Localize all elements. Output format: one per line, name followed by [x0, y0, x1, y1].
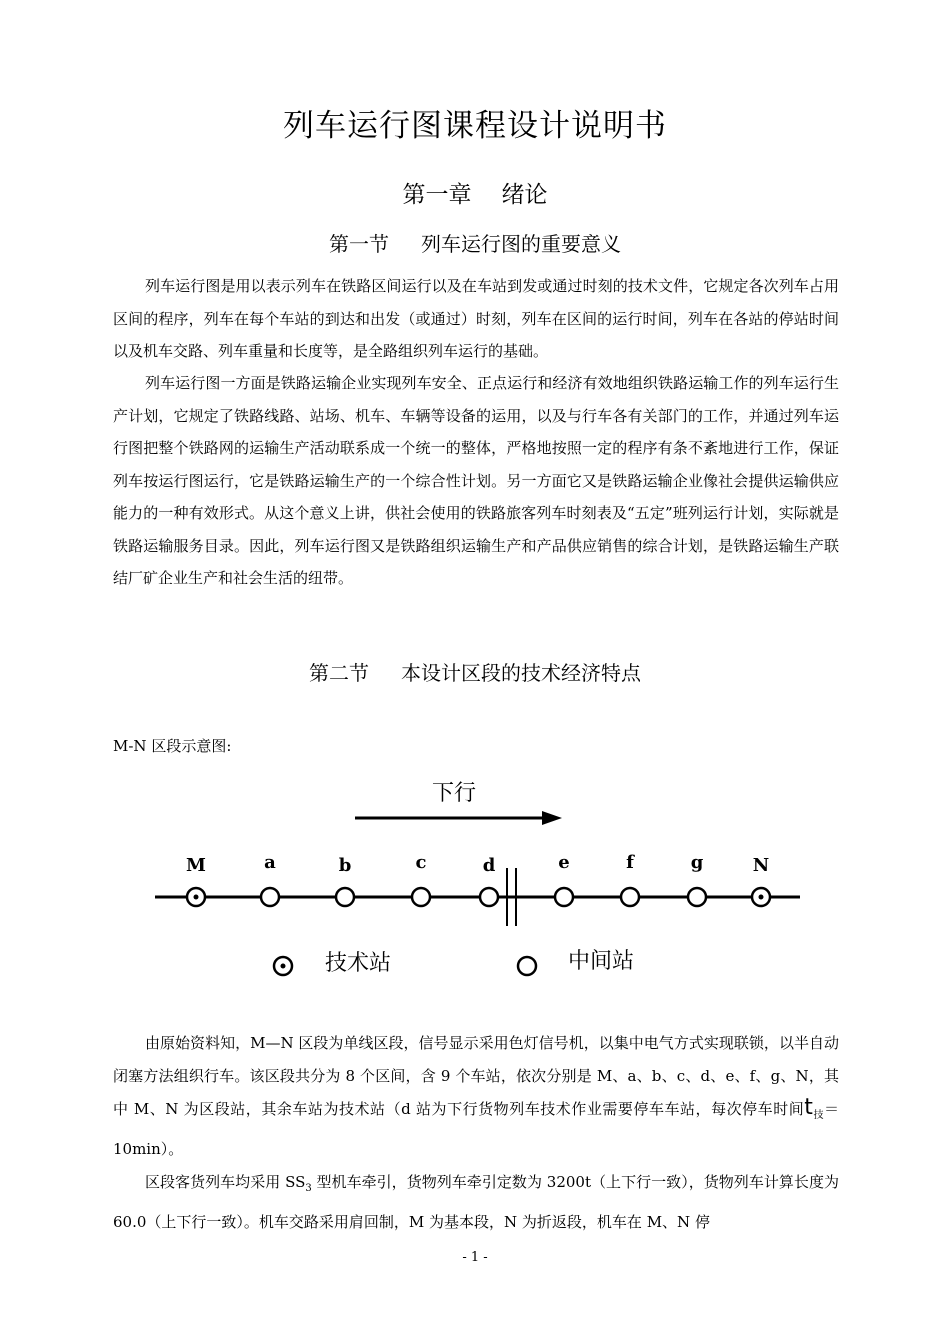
paragraph-text: 由原始资料知，M—N 区段为单线区段，信号显示采用色灯信号机，以集中电气方式实现联锁，以半自动闭塞方法组织行车。该区段共分为 8 个区间，含 9 个车站，依次分别是 M、a、b、c、d、e、f、g、N，其中 M、N 为区段站，其余车站为技术站（d 站为下行货物列车技术作业需要停车车站，每次停车时间: [113, 1034, 839, 1118]
station-N-dot: [759, 895, 764, 900]
station-g-marker: [688, 888, 706, 906]
station-f-label: f: [626, 852, 634, 873]
station-g-label: g: [690, 852, 704, 873]
station-a-marker: [261, 888, 279, 906]
section-number: 第一节: [329, 232, 389, 256]
paragraph: [113, 1166, 839, 1238]
station-b-marker: [336, 888, 354, 906]
legend-technical: [274, 951, 391, 976]
time-variable: t: [804, 1095, 813, 1120]
section-heading-1: [0, 228, 950, 257]
legend-intermediate: [518, 949, 634, 975]
station-d-label: d: [482, 855, 496, 876]
time-variable-subscript: 技: [812, 1110, 824, 1121]
section-name: 本设计区段的技术经济特点: [401, 661, 641, 685]
paragraph: [113, 1027, 839, 1165]
station-M-dot: [194, 895, 199, 900]
section-name: 列车运行图的重要意义: [421, 232, 621, 256]
station-b-label: b: [338, 855, 352, 876]
paragraph-text-rest: 型机车牵引，货物列车牵引定数为 3200t（上下行一致），货物列车计算长度为 60.0（上下行一致）。机车交路采用肩回制，M 为基本段，N 为折返段，机车在 M、N 停: [113, 1173, 839, 1231]
paragraph: 列车运行图一方面是铁路运输企业实现列车安全、正点运行和经济有效地组织铁路运输工作的列车运行生产计划，它规定了铁路线路、站场、机车、车辆等设备的运用，以及与行车各有关部门的工作，并通过列车运行图把整个铁路网的运输生产活动联系成一个统一的整体，严格地按照一定的程序有条不紊地进行工作，保证列车按运行图运行，它是铁路运输生产的一个综合性计划。另一方面它又是铁路运输企业像社会提供运输供应能力的一种有效形式。从这个意义上讲，供社会使用的铁路旅客列车时刻表及“五定”班列运行计划，实际就是铁路运输服务目录。因此，列车运行图又是铁路组织运输生产和产品供应销售的综合计划，是铁路运输生产联结厂矿企业生产和社会生活的纽带。: [113, 374, 839, 587]
document-title: 列车运行图课程设计说明书: [283, 108, 667, 144]
paragraph-text: 区段客货列车均采用 SS: [145, 1173, 306, 1191]
legend-intermediate-label: 中间站: [568, 949, 635, 974]
direction-arrow-head: [542, 811, 562, 825]
station-c-marker: [412, 888, 430, 906]
time-value: ＝10min: [113, 1100, 839, 1158]
technical-station-icon-dot: [281, 964, 286, 969]
diagram-caption: M-N 区段示意图:: [113, 737, 232, 755]
station-e-label: e: [558, 852, 570, 873]
chapter-heading: [0, 176, 950, 209]
legend-technical-label: 技术站: [325, 951, 392, 976]
station-c-label: c: [415, 852, 427, 873]
direction-label: 下行: [431, 781, 477, 806]
station-e-marker: [555, 888, 573, 906]
station-N-label: N: [752, 855, 770, 876]
station-M-label: M: [186, 855, 206, 876]
intermediate-station-icon: [518, 957, 536, 975]
chapter-number: 第一章: [402, 182, 472, 208]
station-a-label: a: [264, 852, 276, 873]
station-d-marker: [480, 888, 498, 906]
section-diagram-svg: [140, 770, 830, 1000]
page-number: - 1 -: [462, 1250, 488, 1265]
station-f-marker: [621, 888, 639, 906]
paragraph-tail: ）。: [160, 1139, 184, 1158]
locomotive-subscript: 3: [305, 1183, 312, 1194]
section-diagram: [140, 770, 830, 1000]
section-number: 第二节: [309, 661, 369, 685]
chapter-name: 绪论: [501, 182, 548, 208]
paragraph: 列车运行图是用以表示列车在铁路区间运行以及在车站到发或通过时刻的技术文件，它规定各次列车占用区间的程序，列车在每个车站的到达和出发（或通过）时刻，列车在区间的运行时间，列车在各站的停站时间以及机车交路、列车重量和长度等，是全路组织列车运行的基础。: [113, 277, 839, 360]
section-heading-2: [0, 657, 950, 686]
